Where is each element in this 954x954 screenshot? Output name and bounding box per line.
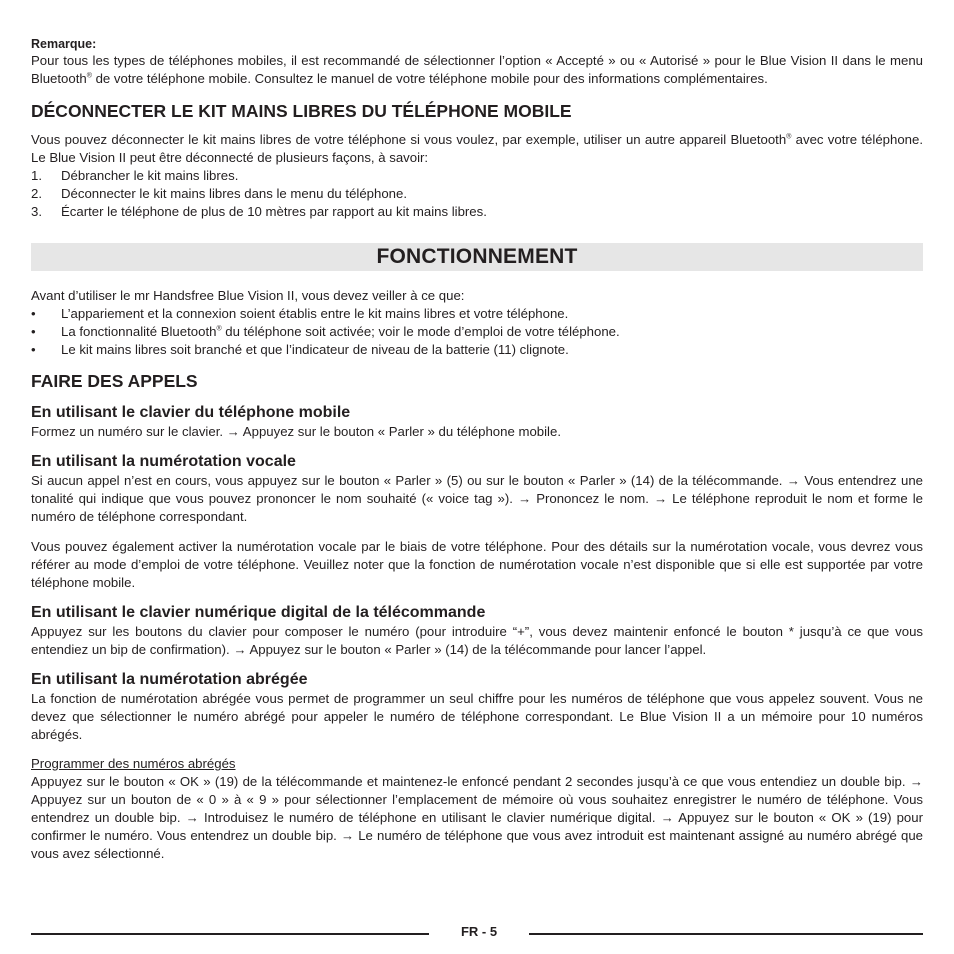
disconnect-intro-b: avec votre téléphone. Le Blue Vision II peut être déconnecté de plusieurs façons, à savoir: xyxy=(31,132,923,165)
remote-keypad-text: Appuyez sur les boutons du clavier pour composer le numéro (pour introduire “+”, vous devez maintenir enfoncé le bouton * jusqu’à ce que vous entendiez un bip de confirmation). → Appuyez sur le bouton « Parler » (14) de la télécommande pour lancer l’appel. xyxy=(31,624,923,657)
disconnect-heading: DÉCONNECTER LE KIT MAINS LIBRES DU TÉLÉPHONE MOBILE xyxy=(31,101,572,121)
bullet2-b: du téléphone soit activée; voir le mode d’emploi de votre téléphone. xyxy=(221,324,620,339)
list-number: 2. xyxy=(31,186,42,201)
keypad-heading: En utilisant le clavier du téléphone mobile xyxy=(31,404,351,421)
registered-mark: ® xyxy=(786,133,792,141)
list-item xyxy=(31,341,923,359)
bullet: • xyxy=(31,342,36,357)
bullet2-a: La fonctionnalité Bluetooth xyxy=(61,324,217,339)
operation-list xyxy=(31,305,923,359)
page-footer xyxy=(31,922,923,942)
list-item xyxy=(31,203,923,221)
list-item xyxy=(31,323,923,341)
list-text: L’appariement et la connexion soient établis entre le kit mains libres et votre téléphone. xyxy=(61,306,569,321)
list-text: Déconnecter le kit mains libres dans le menu du téléphone. xyxy=(61,186,408,201)
list-number: 3. xyxy=(31,204,42,219)
speed-dial-subheading: Programmer des numéros abrégés xyxy=(31,756,236,771)
remark-text-a: Pour tous les types de téléphones mobiles, il est recommandé de sélectionner l’option « Accepté » ou « Autorisé » pour le Blue Vision II dans le menu Bluetooth xyxy=(31,53,923,86)
disconnect-intro xyxy=(31,131,923,167)
list-text: Débrancher le kit mains libres. xyxy=(61,168,239,183)
list-text: Le kit mains libres soit branché et que l’indicateur de niveau de la batterie (11) clignote. xyxy=(61,342,569,357)
remark-text-b: de votre téléphone mobile. Consultez le manuel de votre téléphone mobile pour des informations complémentaires. xyxy=(91,71,768,86)
page-content xyxy=(31,36,923,863)
voice-heading: En utilisant la numérotation vocale xyxy=(31,453,296,470)
remark-text xyxy=(31,52,923,88)
remark-title: Remarque: xyxy=(31,37,97,51)
list-text xyxy=(61,323,620,341)
page-number: FR - 5 xyxy=(460,924,498,939)
speed-dial-subtext: Appuyez sur le bouton « OK » (19) de la télécommande et maintenez-le enfoncé pendant 2 secondes jusqu’à ce que vous entendiez un double bip. → Appuyez sur un bouton de « 0 » à « 9 » pour sélectionner l’emplacement de mémoire où vous souhaitez enregistrer le numéro de téléphone. Vous entendrez un double bip. → Introduisez le numéro de téléphone en utilisant le clavier numérique digital. → Appuyez sur le bouton « OK » (19) pour confirmer le numéro. Vous entendrez un double bip. → Le numéro de téléphone que vous avez introduit est maintenant assigné au numéro abrégé que vous avez sélectionné. xyxy=(31,774,923,861)
section-banner xyxy=(31,243,923,271)
speed-dial-text: La fonction de numérotation abrégée vous permet de programmer un seul chiffre pour les numéros de téléphone que vous appelez souvent. Vous ne devez que sélectionner le numéro abrégé pour appeler le numéro de téléphone correspondant. Le Blue Vision II a un mémoire pour 10 numéros abrégés. xyxy=(31,691,923,742)
calls-heading: FAIRE DES APPELS xyxy=(31,371,198,391)
registered-mark: ® xyxy=(216,325,222,333)
registered-mark: ® xyxy=(86,72,92,80)
footer-rule-left xyxy=(31,933,429,935)
bullet: • xyxy=(31,324,36,339)
disconnect-intro-a: Vous pouvez déconnecter le kit mains libres de votre téléphone si vous voulez, par exemple, utiliser un autre appareil Bluetooth xyxy=(31,132,787,147)
list-text: Écarter le téléphone de plus de 10 mètres par rapport au kit mains libres. xyxy=(61,204,487,219)
operation-intro: Avant d’utiliser le mr Handsfree Blue Vision II, vous devez veiller à ce que: xyxy=(31,288,465,303)
banner-title: FONCTIONNEMENT xyxy=(376,245,578,268)
disconnect-list xyxy=(31,167,923,221)
remote-keypad-heading: En utilisant le clavier numérique digital de la télécommande xyxy=(31,604,486,621)
list-item xyxy=(31,185,923,203)
voice-text-1: Si aucun appel n’est en cours, vous appuyez sur le bouton « Parler » (5) ou sur le bouton « Parler » (14) de la télécommande. → Vous entendrez une tonalité qui indique que vous pouvez prononcer le nom souhaité (« voice tag »). → Prononcez le nom. → Le téléphone reproduit le nom et forme le numéro de téléphone correspondant. xyxy=(31,473,923,524)
footer-rule-right xyxy=(529,933,923,935)
voice-text-2: Vous pouvez également activer la numérotation vocale par le biais de votre téléphone. Pour des détails sur la numérotation vocale, vous devrez vous référer au mode d’emploi de votre téléphone. Veuillez noter que la fonction de numérotation vocale n’est disponible que si elle est supportée par votre téléphone mobile. xyxy=(31,539,923,590)
keypad-text: Formez un numéro sur le clavier. → Appuyez sur le bouton « Parler » du téléphone mobile. xyxy=(31,424,561,439)
speed-dial-heading: En utilisant la numérotation abrégée xyxy=(31,671,308,688)
list-item xyxy=(31,167,923,185)
bullet: • xyxy=(31,306,36,321)
list-item xyxy=(31,305,923,323)
list-number: 1. xyxy=(31,168,42,183)
